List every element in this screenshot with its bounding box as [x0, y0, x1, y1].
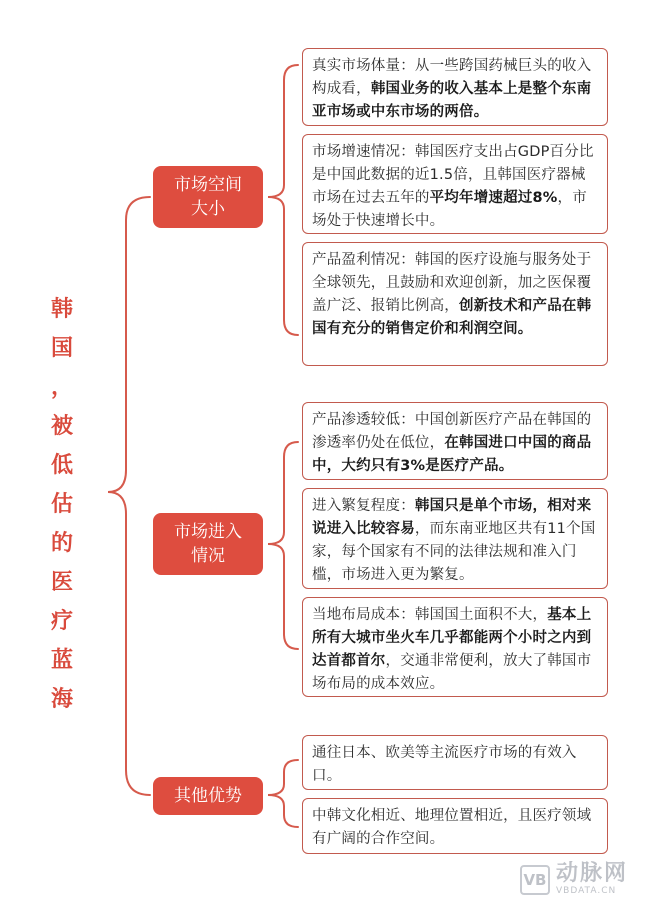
- bracket-market-size: [268, 65, 298, 335]
- root-title-char: 疗: [50, 609, 73, 634]
- root-title-char: 海: [50, 687, 73, 712]
- card-gateway-entry: [302, 735, 608, 790]
- root-title-char: 蓝: [50, 648, 73, 673]
- card-text: 当地布局成本：韩国国土面积不大，: [312, 607, 548, 623]
- card-highlight-text: 基本上所有大城市坐火车几乎都能两个小时之内到达首都首尔: [312, 607, 592, 669]
- category-market-entry: 市场进入 情况: [153, 513, 263, 575]
- card-product-penetration: [302, 402, 608, 480]
- card-text: ，而东南亚地区共有11个国家，每个国家有不同的法律法规和准入门槛，市场进入更为繁复。: [312, 521, 596, 583]
- card-entry-complexity: [302, 488, 608, 589]
- card-product-profit: [302, 242, 608, 366]
- root-title-char: 低: [50, 453, 73, 478]
- card-text: 进入繁复程度：: [312, 498, 415, 514]
- card-highlight-text: 创新技术和产品在韩国有充分的销售定价和利润空间。: [312, 298, 592, 337]
- card-highlight-text: 在韩国进口中国的商品中，大约只有3%是医疗产品。: [312, 435, 592, 474]
- card-text: 真实市场体量：从一些跨国药械巨头的收入构成看，: [312, 58, 592, 97]
- watermark-domain: VBDATA.CN: [555, 886, 617, 896]
- bracket-market-entry: [268, 442, 298, 649]
- card-cooperation-space: [302, 798, 608, 854]
- watermark: [520, 863, 628, 896]
- card-text: ，交通非常便利，放大了韩国市场布局的成本效应。: [312, 653, 592, 692]
- bracket-other-advantages: [268, 760, 298, 827]
- card-real-market-volume: [302, 48, 608, 126]
- root-title-char: 被: [50, 414, 73, 439]
- card-text: ，市场处于快速增长中。: [312, 190, 587, 229]
- card-highlight-text: 韩国业务的收入基本上是整个东南亚市场或中东市场的两倍。: [312, 81, 592, 120]
- watermark-name: 动脉网: [555, 861, 628, 886]
- root-title-char: 韩: [50, 297, 73, 322]
- root-title-char: 估: [50, 492, 73, 517]
- card-text: 市场增速情况：韩国医疗支出占GDP百分比是中国此数据的近1.5倍，且韩国医疗器械市场在过去五年的: [312, 144, 594, 206]
- category-other-advantages: 其他优势: [153, 777, 263, 815]
- root-title-char: 医: [50, 570, 73, 595]
- card-market-growth: [302, 134, 608, 234]
- card-local-layout-cost: [302, 597, 608, 697]
- card-highlight-text: 平均年增速超过8%: [429, 190, 558, 206]
- card-text: 中韩文化相近、地理位置相近，且医疗领域有广阔的合作空间。: [312, 808, 592, 847]
- card-text: 产品渗透较低：中国创新医疗产品在韩国的渗透率仍处在低位，: [312, 412, 592, 451]
- card-text: 产品盈利情况：韩国的医疗设施与服务处于全球领先，且鼓励和欢迎创新，加之医保覆盖广泛、报销比例高，: [312, 252, 592, 314]
- card-text: 通往日本、欧美等主流医疗市场的有效入口。: [312, 745, 577, 784]
- root-title-char: ，: [50, 375, 73, 400]
- main-bracket: [108, 197, 150, 795]
- vb-logo-icon: VB: [520, 865, 550, 895]
- category-market-size: 市场空间 大小: [153, 166, 263, 228]
- root-title-char: 国: [50, 336, 73, 361]
- root-title-char: 的: [50, 531, 73, 556]
- card-highlight-text: 韩国只是单个市场，相对来说进入比较容易: [312, 498, 592, 537]
- root-title: [44, 290, 80, 719]
